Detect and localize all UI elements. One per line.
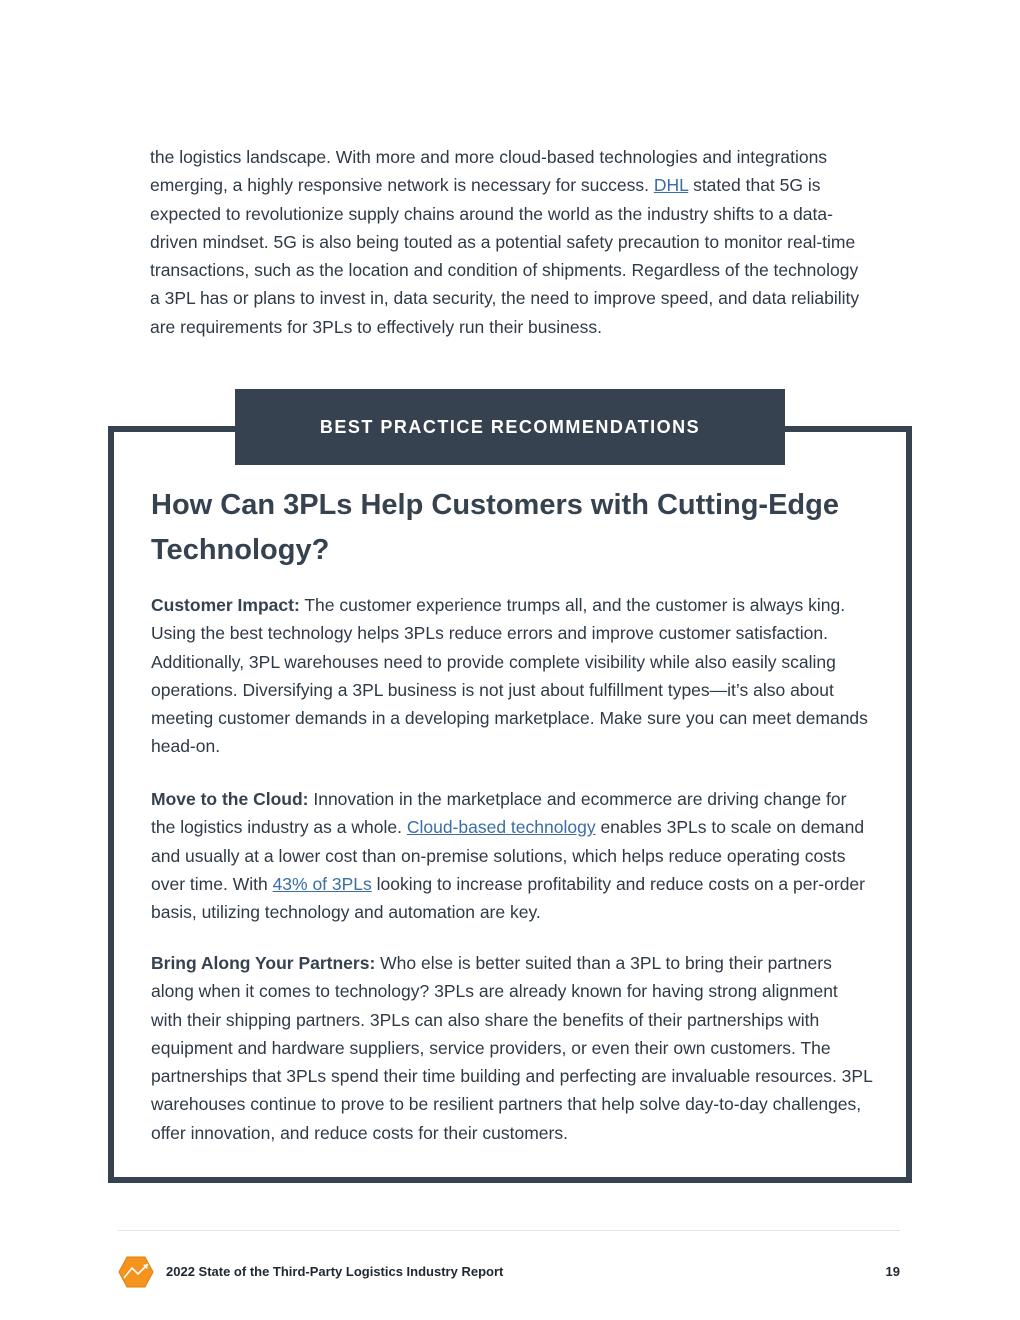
partners-label: Bring Along Your Partners: bbox=[151, 953, 376, 973]
percent-3pls-link[interactable]: 43% of 3PLs bbox=[272, 873, 372, 894]
footer-report-title: 2022 State of the Third-Party Logistics Industry Report bbox=[166, 1264, 504, 1279]
cloud-text-3: looking to increase profitability and reduce costs on a per-order basis, utilizing technology and automation are key. bbox=[151, 873, 865, 923]
page-number: 19 bbox=[885, 1264, 900, 1279]
intro-text-after: stated that 5G is expected to revolutionize supply chains around the world as the industry shifts to a data-driven mindset. 5G is also being touted as a potential safety precaution to monitor real-time transactions, such as the location and condition of shipments. Regardless of the technology a 3PL has or plans to invest in, data security, the need to improve speed, and data reliability are requirements for 3PLs to effectively run their business. bbox=[150, 175, 860, 337]
banner-label: BEST PRACTICE RECOMMENDATIONS bbox=[319, 416, 701, 437]
customer-impact-label: Customer Impact: bbox=[151, 595, 300, 615]
box-title: How Can 3PLs Help Customers with Cutting-Edge Technology? bbox=[151, 489, 839, 566]
cloud-text-1: Innovation in the marketplace and ecommerce are driving change for the logistics industry as a whole. bbox=[151, 789, 847, 838]
partners-text: Who else is better suited than a 3PL to bring their partners along when it comes to technology? 3PLs are already known for having strong alignment with their shipping partners. 3PLs can also share the benefits of their partnerships with equipment and hardware suppliers, service providers, or even their own customers. The partnerships that 3PLs spend their time building and perfecting are invaluable resources. 3PL warehouses continue to prove to be resilient partners that help solve day-to-day challenges, offer innovation, and reduce costs for their customers. bbox=[151, 953, 873, 1143]
cloud-paragraph bbox=[151, 785, 873, 926]
customer-impact-paragraph bbox=[151, 591, 873, 761]
intro-paragraph bbox=[150, 143, 872, 341]
cloud-technology-link[interactable]: Cloud-based technology bbox=[406, 817, 596, 838]
footer-divider bbox=[118, 1230, 900, 1231]
intro-text-before: the logistics landscape. With more and more cloud-based technologies and integrations emerging, a highly responsive network is necessary for success. bbox=[150, 147, 828, 196]
orange-hexagon-logo-icon bbox=[118, 1256, 154, 1288]
partners-paragraph bbox=[151, 949, 873, 1147]
cloud-label: Move to the Cloud: bbox=[151, 789, 309, 809]
dhl-link[interactable]: DHL bbox=[653, 175, 689, 196]
customer-impact-text: The customer experience trumps all, and the customer is always king. Using the best technology helps 3PLs reduce errors and improve customer satisfaction. Additionally, 3PL warehouses need to provide complete visibility while also easily scaling operations. Diversifying a 3PL business is not just about fulfillment types—it’s also about meeting customer demands in a developing marketplace. Make sure you can meet demands head-on. bbox=[151, 595, 868, 757]
best-practice-banner bbox=[235, 389, 785, 465]
cloud-text-2: enables 3PLs to scale on demand and usually at a lower cost than on-premise solutions, which helps reduce operating costs over time. With bbox=[151, 817, 865, 894]
